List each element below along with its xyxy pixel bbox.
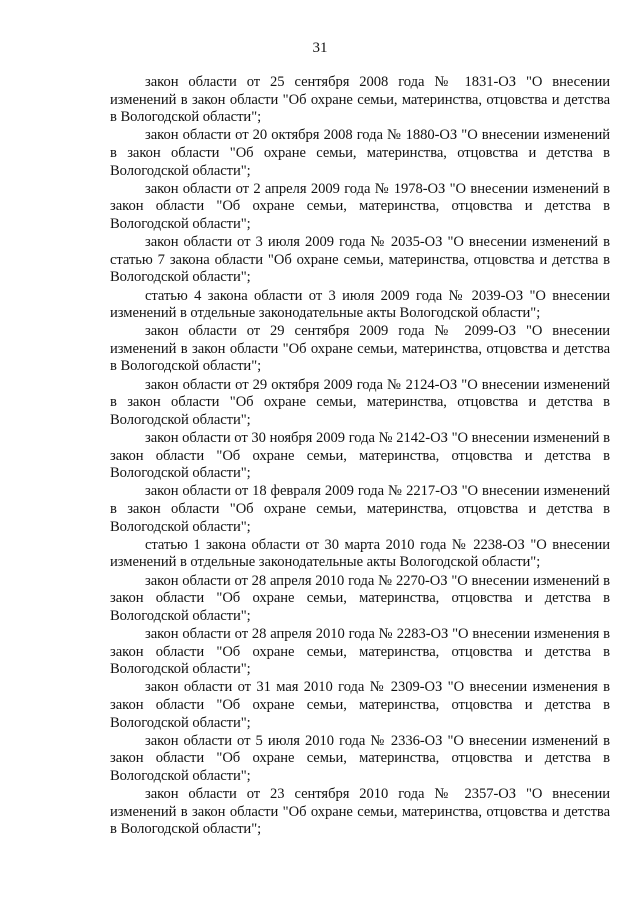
law-entry: статью 1 закона области от 30 марта 2010 года № 2238-ОЗ "О внесении изменений в отдельные законодательные акты Вологодской области"; [110, 536, 610, 571]
law-entry: закон области от 3 июля 2009 года № 2035-ОЗ "О внесении изменений в статью 7 закона области "Об охране семьи, материнства, отцовства и детства в Вологодской области"; [110, 234, 610, 286]
law-entry: статью 4 закона области от 3 июля 2009 года № 2039-ОЗ "О внесении изменений в отдельные законодательные акты Вологодской области"; [110, 287, 610, 322]
law-entry: закон области от 29 сентября 2009 года № 2099-ОЗ "О внесении изменений в закон области "Об охране семьи, материнства, отцовства и детства в Вологодской области"; [110, 323, 610, 375]
law-entry: закон области от 20 октября 2008 года № 1880-ОЗ "О внесении изменений в закон области "Об охране семьи, материнства, отцовства и детства в Вологодской области"; [110, 127, 610, 179]
law-entry: закон области от 29 октября 2009 года № 2124-ОЗ "О внесении изменений в закон области "Об охране семьи, материнства, отцовства и детства в Вологодской области"; [110, 376, 610, 428]
law-entry: закон области от 31 мая 2010 года № 2309-ОЗ "О внесении изменения в закон области "Об охране семьи, материнства, отцовства и детства в Вологодской области"; [110, 679, 610, 731]
law-entry: закон области от 2 апреля 2009 года № 1978-ОЗ "О внесении изменений в закон области "Об охране семьи, материнства, отцовства и детства в Вологодской области"; [110, 180, 610, 232]
law-entry: закон области от 28 апреля 2010 года № 2283-ОЗ "О внесении изменения в закон области "Об охране семьи, материнства, отцовства и детства в Вологодской области"; [110, 625, 610, 678]
law-entry: закон области от 25 сентября 2008 года № 1831-ОЗ "О внесении изменений в закон области "Об охране семьи, материнства, отцовства и детства в Вологодской области"; [110, 74, 610, 126]
law-entry: закон области от 18 февраля 2009 года № 2217-ОЗ "О внесении изменений в закон области "Об охране семьи, материнства, отцовства и детства в Вологодской области"; [110, 483, 610, 535]
law-entry: закон области от 28 апреля 2010 года № 2270-ОЗ "О внесении изменений в закон области "Об охране семьи, материнства, отцовства и детства в Вологодской области"; [110, 572, 610, 624]
law-list [110, 74, 610, 839]
law-entry: закон области от 30 ноября 2009 года № 2142-ОЗ "О внесении изменений в закон области "Об охране семьи, материнства, отцовства и детства в Вологодской области"; [110, 430, 610, 482]
law-entry: закон области от 23 сентября 2010 года № 2357-ОЗ "О внесении изменений в закон области "Об охране семьи, материнства, отцовства и детства в Вологодской области"; [110, 786, 610, 838]
page-number: 31 [312, 40, 328, 56]
law-entry: закон области от 5 июля 2010 года № 2336-ОЗ "О внесении изменений в закон области "Об охране семьи, материнства, отцовства и детства в Вологодской области"; [110, 732, 610, 784]
